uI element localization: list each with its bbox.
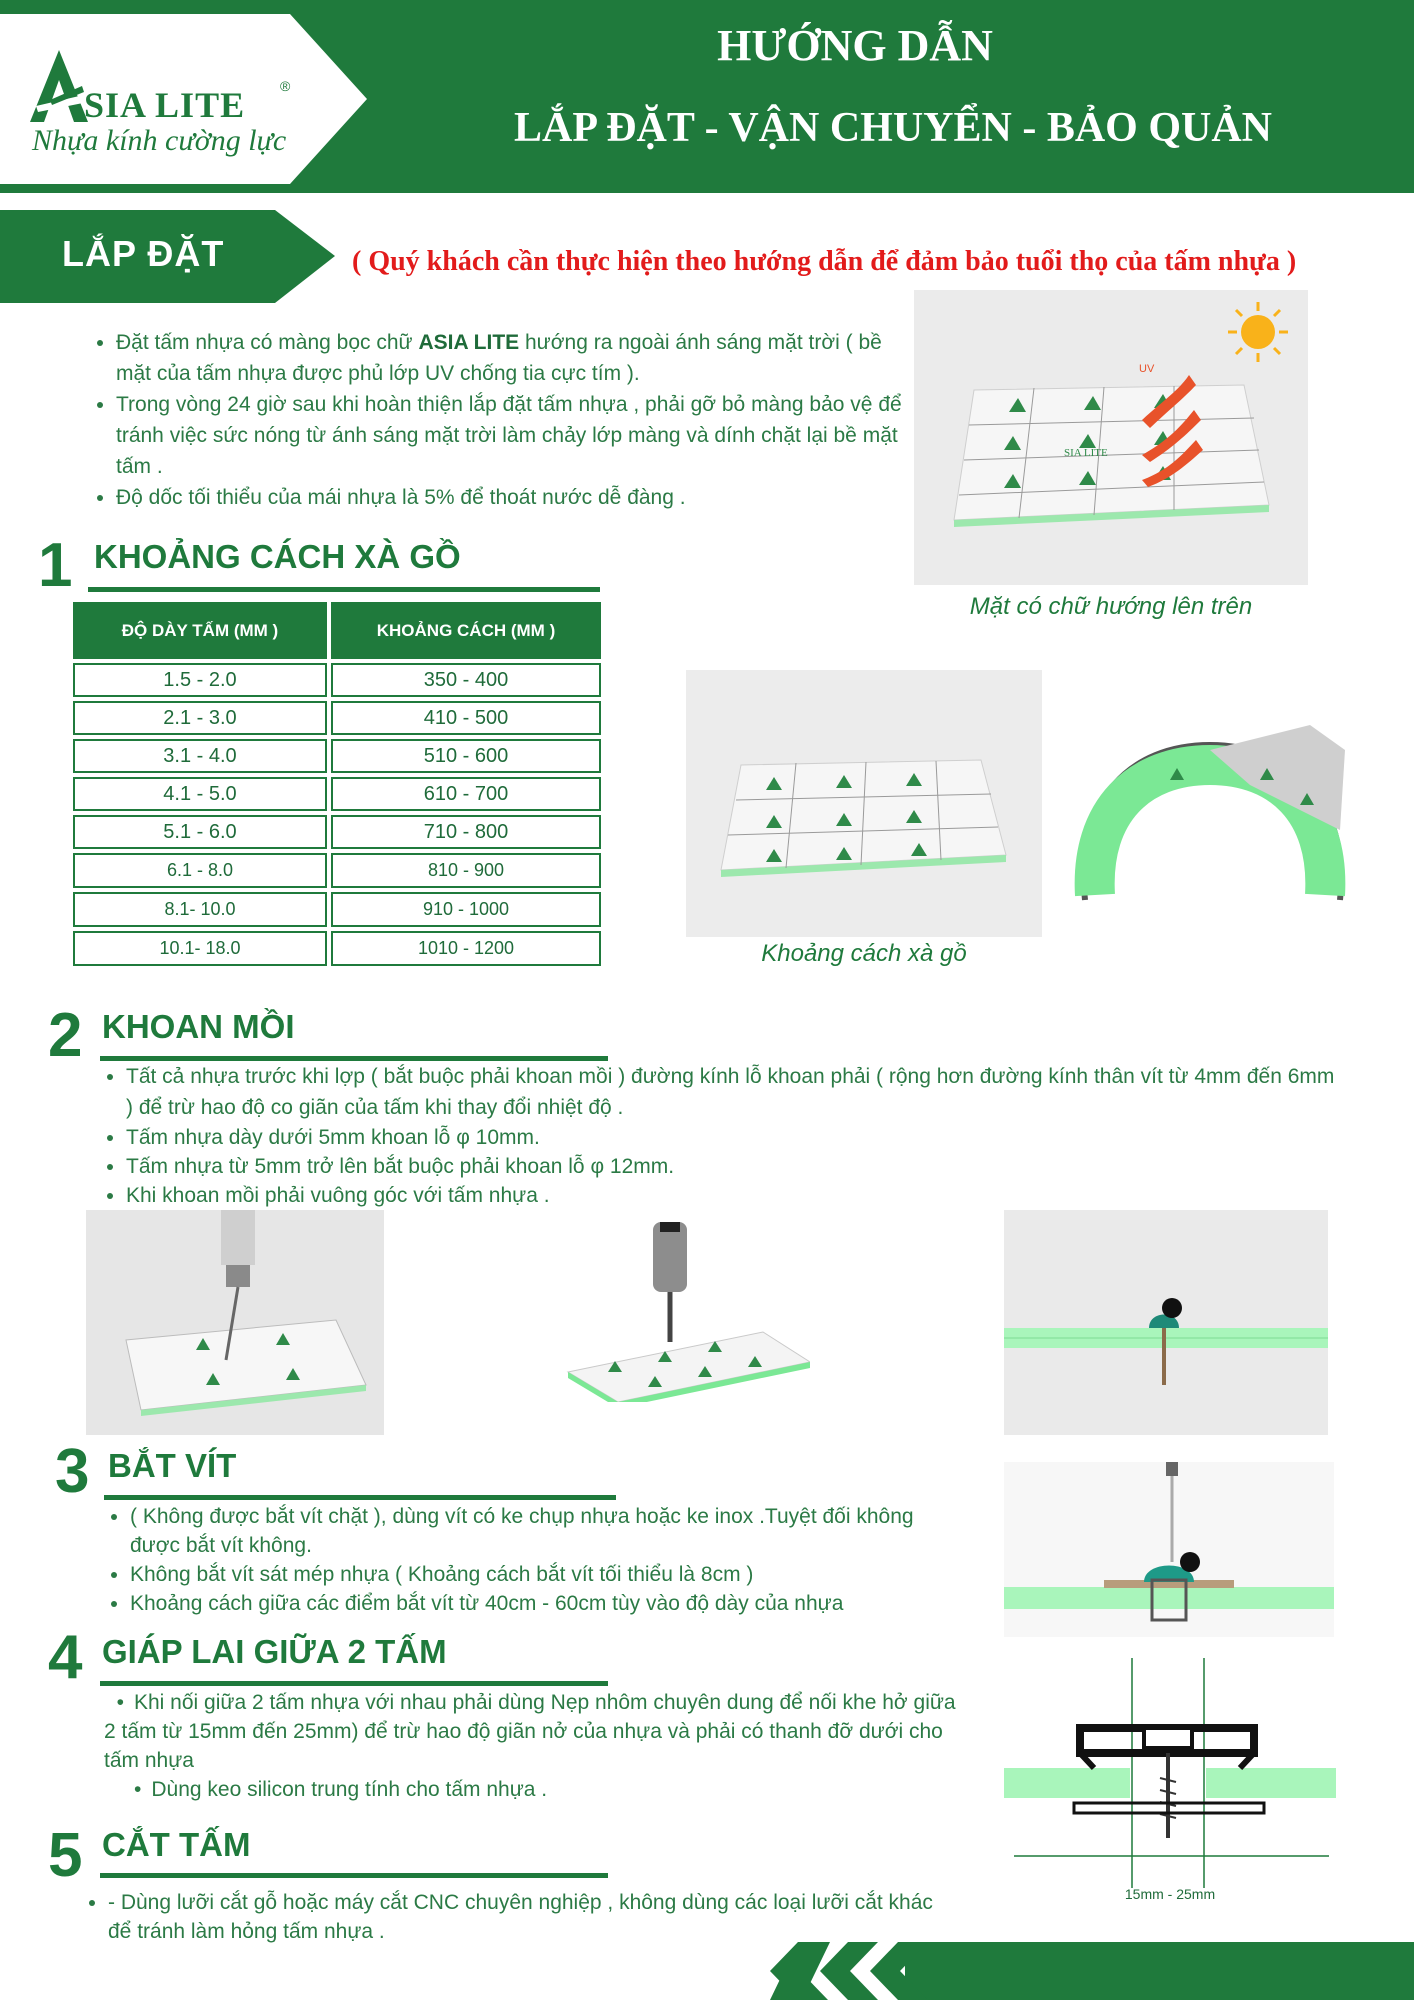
section-number: 3: [55, 1437, 90, 1506]
predrill-list: [96, 1061, 1346, 1210]
photo-flat-sheet: [686, 670, 1042, 937]
list-item: • Tấm nhựa từ 5mm trở lên bắt buộc phải khoan lỗ φ 12mm.: [126, 1152, 1346, 1181]
table-row: [73, 663, 601, 697]
list-item: • Khoảng cách giữa các điểm bắt vít từ 40cm - 60cm tùy vào độ dày của nhựa: [130, 1589, 960, 1618]
logo-registered-mark: ®: [280, 78, 291, 94]
caption-face-up: Mặt có chữ hướng lên trên: [969, 593, 1253, 620]
cutting-list: [78, 1888, 938, 1946]
photo-drill-vertical: [548, 1222, 810, 1402]
list-item: • Tấm nhựa dày dưới 5mm khoan lỗ φ 10mm.: [126, 1123, 1346, 1152]
table-cell: 8.1- 10.0: [73, 892, 327, 927]
table-cell: 4.1 - 5.0: [73, 777, 327, 811]
section-title-purlin: KHOẢNG CÁCH XÀ GỒ: [94, 538, 461, 575]
table-cell: 6.1 - 8.0: [73, 853, 327, 888]
section-number: 5: [48, 1821, 83, 1890]
list-item: • Không bắt vít sát mép nhựa ( Khoảng cách bắt vít tối thiểu là 8cm ): [130, 1560, 960, 1589]
intro-text: Đặt tấm nhựa có màng bọc chữ: [116, 331, 419, 354]
sheet-brand-label: SIA LITE: [1064, 447, 1108, 459]
list-item-text: Khi nối giữa 2 tấm nhựa với nhau phải dùng Nẹp nhôm chuyên dung để nối khe hở giữa 2 tấm từ 15mm đến 25mm) để trừ hao độ giãn nở của nhựa và phải có thanh đỡ dưới cho tấm nhựa: [104, 1691, 956, 1772]
table-header-thickness: ĐỘ DÀY TẤM (MM ): [73, 602, 327, 659]
photo-screw-cross-section: [1004, 1210, 1328, 1435]
table-cell: 610 - 700: [331, 777, 601, 811]
table-row: [73, 892, 601, 927]
page-title-line2: LẮP ĐẶT - VẬN CHUYỂN - BẢO QUẢN: [514, 105, 1272, 151]
intro-text: hướng ra ngoài ánh sáng mặt trời ( bề mặt của tấm nhựa được phủ lớp UV chống tia cực tím ).: [116, 331, 882, 385]
section-underline: [88, 587, 600, 592]
table-cell: 710 - 800: [331, 815, 601, 849]
section-number: 1: [38, 531, 73, 600]
section-note: ( Quý khách cần thực hiện theo hướng dẫn để đảm bảo tuổi thọ của tấm nhựa ): [352, 246, 1297, 277]
bullet-icon: •: [134, 1778, 142, 1801]
table-header-spacing: KHOẢNG CÁCH (MM ): [331, 602, 601, 659]
list-item: • - Dùng lưỡi cắt gỗ hoặc máy cắt CNC chuyên nghiệp , không dùng các loại lưỡi cắt khác để tránh làm hỏng tấm nhựa .: [108, 1888, 938, 1946]
logo-a-icon: [30, 50, 88, 122]
section-title-cutting: CẮT TẤM: [102, 1826, 251, 1863]
list-item: [104, 1775, 960, 1804]
list-item: [104, 1688, 960, 1775]
caption-purlin: Khoảng cách xà gồ: [761, 940, 967, 967]
table-row: [73, 701, 601, 735]
section-title-screw: BẮT VÍT: [108, 1447, 237, 1484]
table-row: [73, 777, 601, 811]
photo-curved-sheet: [1060, 690, 1360, 920]
section-title-predrill: KHOAN MỒI: [102, 1008, 295, 1045]
purlin-table: [73, 602, 601, 966]
table-cell: 5.1 - 6.0: [73, 815, 327, 849]
joint-list: [104, 1688, 960, 1804]
uv-label: UV: [1139, 363, 1155, 375]
page-title-line1: HƯỚNG DẪN: [717, 21, 993, 70]
photo-screw-washer: [1004, 1462, 1334, 1637]
section-banner-label: LẮP ĐẶT: [62, 233, 225, 274]
brand-name: ASIA LITE: [418, 331, 520, 354]
photo-drill-angle: [86, 1210, 384, 1435]
table-cell: 910 - 1000: [331, 892, 601, 927]
logo-tagline: Nhựa kính cường lực: [32, 124, 287, 157]
intro-item: [116, 327, 906, 389]
section-title-joint: GIÁP LAI GIỮA 2 TẤM: [102, 1633, 447, 1670]
table-row: [73, 853, 601, 888]
table-cell: 2.1 - 3.0: [73, 701, 327, 735]
section-underline: [100, 1873, 608, 1878]
gap-caption: 15mm - 25mm: [1124, 1886, 1216, 1902]
intro-item: • Trong vòng 24 giờ sau khi hoàn thiện lắp đặt tấm nhựa , phải gỡ bỏ màng bảo vệ để tránh việc sức nóng từ ánh sáng mặt trời làm chảy lớp màng và dính chặt lại bề mặt tấm .: [116, 389, 906, 482]
list-item: • ( Không được bắt vít chặt ), dùng vít có ke chụp nhựa hoặc ke inox .Tuyệt đối không được bắt vít không.: [130, 1502, 960, 1560]
table-cell: 1010 - 1200: [331, 931, 601, 966]
joint-profile-diagram: [1004, 1658, 1340, 1923]
footer-bar: [905, 1942, 1414, 2000]
table-row: [73, 815, 601, 849]
section-underline: [104, 1495, 616, 1500]
list-item: • Khi khoan mồi phải vuông góc với tấm nhựa .: [126, 1181, 1346, 1210]
list-item: • Tất cả nhựa trước khi lợp ( bắt buộc phải khoan mồi ) đường kính lỗ khoan phải ( rộng hơn đường kính thân vít từ 4mm đến 6mm ) để trừ hao độ co giãn của tấm khi thay đổi nhiệt độ .: [126, 1061, 1346, 1123]
screw-list: [100, 1502, 960, 1618]
list-item-text: Dùng keo silicon trung tính cho tấm nhựa .: [151, 1778, 548, 1801]
section-underline: [100, 1681, 608, 1686]
logo-wordmark: SIA LITE: [84, 85, 246, 125]
intro-item: • Độ dốc tối thiểu của mái nhựa là 5% để thoát nước dễ đàng .: [116, 482, 906, 513]
intro-list: [86, 327, 906, 513]
table-row: [73, 739, 601, 773]
table-row: [73, 931, 601, 966]
section-number: 2: [48, 1001, 83, 1070]
table-cell: 510 - 600: [331, 739, 601, 773]
table-cell: 10.1- 18.0: [73, 931, 327, 966]
section-number: 4: [48, 1623, 83, 1692]
sun-icon: [1228, 302, 1288, 362]
table-cell: 1.5 - 2.0: [73, 663, 327, 697]
table-cell: 410 - 500: [331, 701, 601, 735]
chevron-left-icon: [760, 1942, 940, 2000]
table-cell: 810 - 900: [331, 853, 601, 888]
table-cell: 3.1 - 4.0: [73, 739, 327, 773]
bullet-icon: •: [116, 1691, 124, 1714]
table-cell: 350 - 400: [331, 663, 601, 697]
